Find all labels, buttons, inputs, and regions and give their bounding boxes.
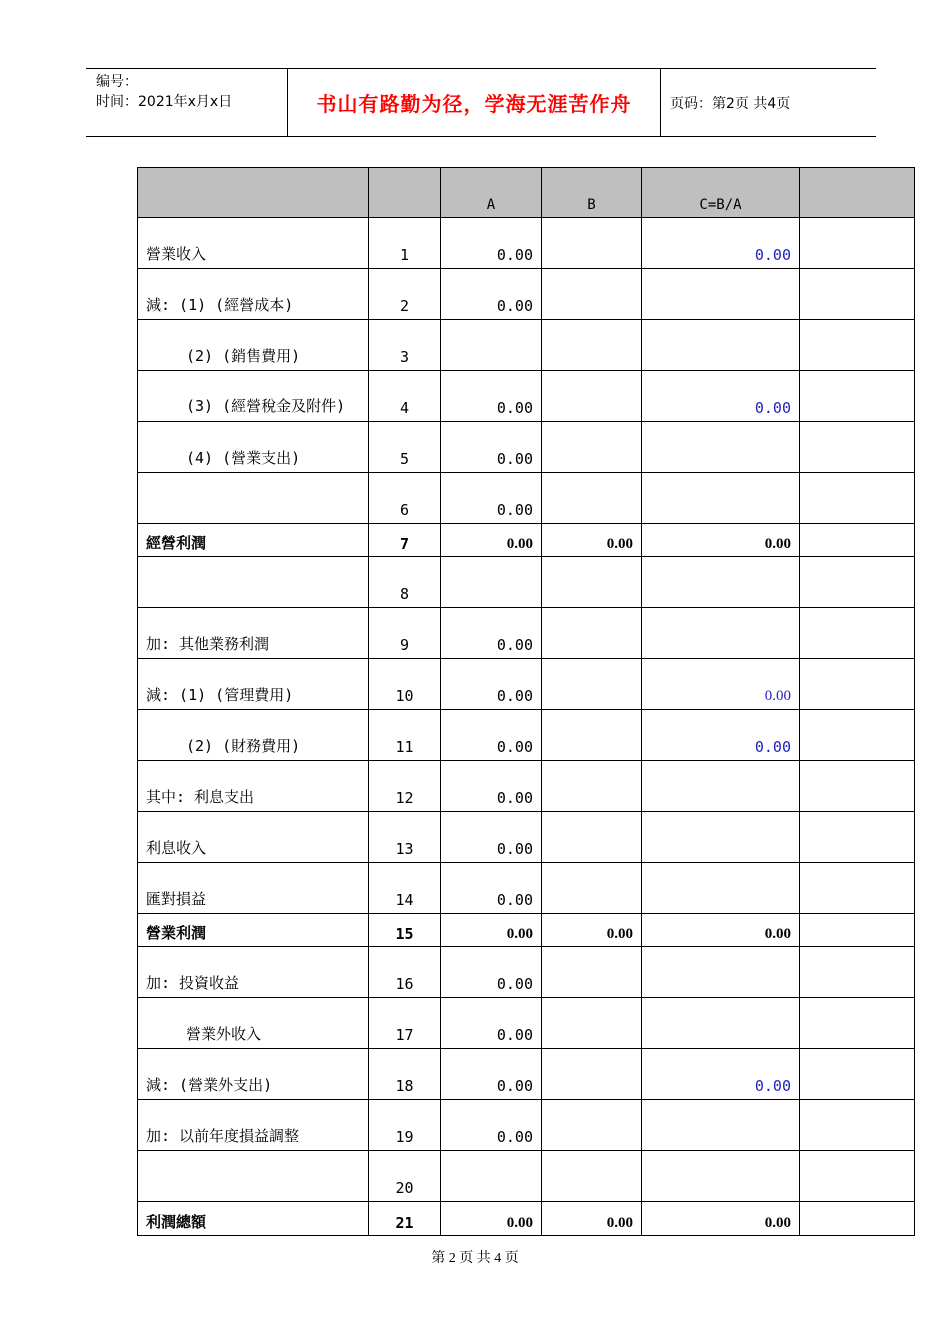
line-number: 11 — [369, 710, 441, 761]
header-info — [96, 72, 232, 112]
value-extra — [800, 1049, 915, 1100]
line-number: 19 — [369, 1100, 441, 1151]
line-number: 3 — [369, 320, 441, 371]
value-c — [642, 998, 800, 1049]
value-b: 0.00 — [542, 914, 642, 947]
value-c: 0.00 — [642, 371, 800, 422]
table-row — [138, 422, 915, 473]
line-number: 6 — [369, 473, 441, 524]
value-extra — [800, 269, 915, 320]
column-header — [138, 168, 369, 218]
row-label: (2) (財務費用) — [138, 710, 369, 761]
value-a: 0.00 — [441, 1202, 542, 1236]
code-label: 编号： — [96, 74, 138, 90]
line-number: 2 — [369, 269, 441, 320]
table-row — [138, 1100, 915, 1151]
value-extra — [800, 659, 915, 710]
line-number: 13 — [369, 812, 441, 863]
value-b — [542, 1049, 642, 1100]
value-b — [542, 473, 642, 524]
line-number: 18 — [369, 1049, 441, 1100]
table-row — [138, 1049, 915, 1100]
value-a: 0.00 — [441, 473, 542, 524]
value-b — [542, 371, 642, 422]
column-header — [800, 168, 915, 218]
value-b — [542, 761, 642, 812]
total-row — [138, 1202, 915, 1236]
value-extra — [800, 761, 915, 812]
value-extra — [800, 1202, 915, 1236]
row-label: 加: 以前年度損益調整 — [138, 1100, 369, 1151]
value-c: 0.00 — [642, 1202, 800, 1236]
value-c — [642, 947, 800, 998]
value-extra — [800, 1100, 915, 1151]
line-number: 12 — [369, 761, 441, 812]
table-row — [138, 608, 915, 659]
value-extra — [800, 1151, 915, 1202]
row-label: (2) (銷售費用) — [138, 320, 369, 371]
value-c: 0.00 — [642, 1049, 800, 1100]
value-a: 0.00 — [441, 218, 542, 269]
value-a: 0.00 — [441, 1100, 542, 1151]
line-number: 14 — [369, 863, 441, 914]
value-c — [642, 1151, 800, 1202]
value-a: 0.00 — [441, 863, 542, 914]
row-label: 減: (營業外支出) — [138, 1049, 369, 1100]
line-number: 4 — [369, 371, 441, 422]
value-c: 0.00 — [642, 914, 800, 947]
column-header: A — [441, 168, 542, 218]
value-extra — [800, 863, 915, 914]
line-number: 16 — [369, 947, 441, 998]
value-extra — [800, 218, 915, 269]
line-number: 9 — [369, 608, 441, 659]
value-c — [642, 422, 800, 473]
value-c — [642, 812, 800, 863]
value-a — [441, 320, 542, 371]
line-number: 7 — [369, 524, 441, 557]
value-a: 0.00 — [441, 659, 542, 710]
value-c: 0.00 — [642, 218, 800, 269]
value-a: 0.00 — [441, 914, 542, 947]
value-c: 0.00 — [642, 659, 800, 710]
line-number: 17 — [369, 998, 441, 1049]
row-label: 其中: 利息支出 — [138, 761, 369, 812]
value-a — [441, 557, 542, 608]
page-footer: 第 2 页 共 4 页 — [431, 1251, 519, 1266]
value-extra — [800, 914, 915, 947]
value-extra — [800, 473, 915, 524]
row-label: 減: (1) (經營成本) — [138, 269, 369, 320]
value-c — [642, 863, 800, 914]
table-row — [138, 659, 915, 710]
row-label — [138, 1151, 369, 1202]
value-extra — [800, 710, 915, 761]
value-b — [542, 947, 642, 998]
row-label: 加: 其他業務利潤 — [138, 608, 369, 659]
table-row — [138, 473, 915, 524]
page-label: 页码：第2页 共4页 — [670, 96, 791, 112]
value-c — [642, 473, 800, 524]
table-row — [138, 998, 915, 1049]
column-header: B — [542, 168, 642, 218]
value-b — [542, 608, 642, 659]
value-b — [542, 557, 642, 608]
value-c: 0.00 — [642, 524, 800, 557]
table-row — [138, 947, 915, 998]
value-a: 0.00 — [441, 812, 542, 863]
value-c — [642, 761, 800, 812]
value-extra — [800, 608, 915, 659]
value-extra — [800, 947, 915, 998]
value-c — [642, 608, 800, 659]
table-row — [138, 710, 915, 761]
table-row — [138, 371, 915, 422]
line-number: 15 — [369, 914, 441, 947]
value-extra — [800, 371, 915, 422]
line-number: 5 — [369, 422, 441, 473]
line-number: 8 — [369, 557, 441, 608]
table-row — [138, 218, 915, 269]
line-number: 1 — [369, 218, 441, 269]
table-row — [138, 320, 915, 371]
line-number: 20 — [369, 1151, 441, 1202]
value-extra — [800, 812, 915, 863]
table-row — [138, 557, 915, 608]
row-label: 利息收入 — [138, 812, 369, 863]
value-c: 0.00 — [642, 710, 800, 761]
time-label: 时间：2021年x月x日 — [96, 94, 233, 110]
value-a: 0.00 — [441, 1049, 542, 1100]
table-row — [138, 863, 915, 914]
value-c — [642, 320, 800, 371]
value-b — [542, 218, 642, 269]
row-label: 經營利潤 — [138, 524, 369, 557]
value-b — [542, 710, 642, 761]
value-c — [642, 557, 800, 608]
value-a — [441, 1151, 542, 1202]
row-label — [138, 557, 369, 608]
table-row — [138, 761, 915, 812]
subtotal-row — [138, 524, 915, 557]
value-c — [642, 269, 800, 320]
value-b — [542, 320, 642, 371]
row-label: 匯對損益 — [138, 863, 369, 914]
value-a: 0.00 — [441, 524, 542, 557]
table-header-row — [138, 168, 915, 218]
value-b: 0.00 — [542, 1202, 642, 1236]
value-a: 0.00 — [441, 710, 542, 761]
subtotal-row — [138, 914, 915, 947]
value-b — [542, 422, 642, 473]
row-label: 利潤總額 — [138, 1202, 369, 1236]
value-b — [542, 998, 642, 1049]
row-label: 減: (1) (管理費用) — [138, 659, 369, 710]
value-extra — [800, 998, 915, 1049]
value-a: 0.00 — [441, 371, 542, 422]
line-number: 10 — [369, 659, 441, 710]
value-extra — [800, 557, 915, 608]
value-a: 0.00 — [441, 947, 542, 998]
row-label: 營業外收入 — [138, 998, 369, 1049]
value-b — [542, 863, 642, 914]
row-label: (4) (營業支出) — [138, 422, 369, 473]
value-extra — [800, 320, 915, 371]
line-number: 21 — [369, 1202, 441, 1236]
header-bottom-rule — [86, 136, 876, 137]
row-label: 加: 投資收益 — [138, 947, 369, 998]
table-row — [138, 269, 915, 320]
value-extra — [800, 524, 915, 557]
value-a: 0.00 — [441, 761, 542, 812]
value-a: 0.00 — [441, 998, 542, 1049]
value-a: 0.00 — [441, 269, 542, 320]
value-b — [542, 659, 642, 710]
table-row — [138, 1151, 915, 1202]
table-row — [138, 812, 915, 863]
value-a: 0.00 — [441, 608, 542, 659]
row-label: (3) (經營稅金及附件) — [138, 371, 369, 422]
motto: 书山有路勤为径，学海无涯苦作舟 — [316, 91, 632, 116]
value-b — [542, 1100, 642, 1151]
row-label: 營業收入 — [138, 218, 369, 269]
row-label: 營業利潤 — [138, 914, 369, 947]
value-b — [542, 812, 642, 863]
value-b — [542, 1151, 642, 1202]
income-statement-table — [137, 167, 915, 1236]
column-header — [369, 168, 441, 218]
value-b: 0.00 — [542, 524, 642, 557]
column-header: C=B/A — [642, 168, 800, 218]
value-b — [542, 269, 642, 320]
value-a: 0.00 — [441, 422, 542, 473]
value-c — [642, 1100, 800, 1151]
row-label — [138, 473, 369, 524]
header-divider — [660, 68, 661, 136]
value-extra — [800, 422, 915, 473]
